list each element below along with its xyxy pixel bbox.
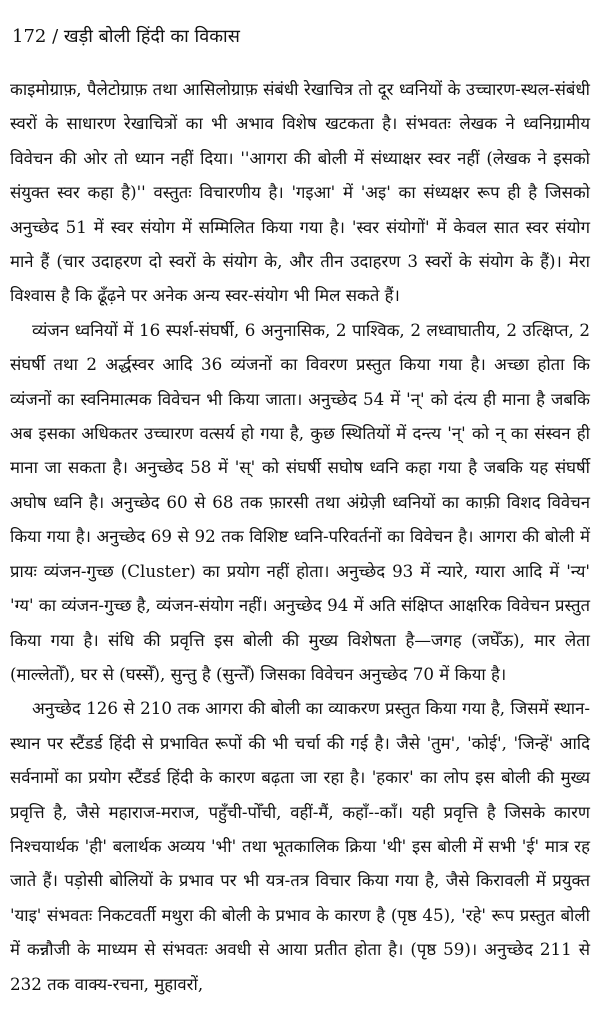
page-number: 172 <box>12 26 47 47</box>
header-separator: / <box>52 26 59 47</box>
paragraph: व्यंजन ध्वनियों में 16 स्पर्श-संघर्षी, 6 अनुनासिक, 2 पाश्विक, 2 लध्वाघातीय, 2 उत्क्षिप्त, 2 संघर्षी तथा 2 अर्द्धस्वर आदि 36 व्यंजनों का विवरण प्रस्तुत किया गया है। अच्छा होता कि व्यंजनों का स्वनिमात्मक विवेचन भी किया जाता। अनुच्छेद 54 में 'न्' को दंत्य ही माना है जबकि अब इसका अधिकतर उच्चारण वत्सर्य हो गया है, कुछ स्थितियों में दन्त्य 'न्' को न् का संस्वन ही माना जा सकता है। अनुच्छेद 58 में 'स्' को संघर्षी सघोष ध्वनि कहा गया है जबकि यह संघर्षी अघोष ध्वनि है। अनुच्छेद 60 से 68 तक फ़ारसी तथा अंग्रेज़ी ध्वनियों का काफ़ी विशद विवेचन किया गया है। अनुच्छेद 69 से 92 तक विशिष्ट ध्वनि-परिवर्तनों का विवेचन है। आगरा की बोली में प्रायः व्यंजन-गुच्छ (Cluster) का प्रयोग नहीं होता। अनुच्छेद 93 में न्यारे, ग्यारा आदि में 'न्य' 'ग्य' का व्यंजन-गुच्छ है, व्यंजन-संयोग नहीं। अनुच्छेद 94 में अति संक्षिप्त आक्षरिक विवेचन प्रस्तुत किया गया है। संधि की प्रवृत्ति इस बोली की मुख्य विशेषता है—जगह (जघेँऊ), मार लेता (माल्लेतोँ), घर से (घस्सेँ), सुन्तु है (सुन्तेँ) जिसका विवेचन अनुच्छेद 70 में किया है। <box>10 319 590 684</box>
paragraph: काइमोग्राफ़, पैलेटोग्राफ़ तथा आसिलोग्राफ़ संबंधी रेखाचित्र तो दूर ध्वनियों के उच्चारण-स्थल-संबंधी स्वरों के साधारण रेखाचित्रों का भी अभाव विशेष खटकता है। संभवतः लेखक ने ध्वनिग्रामीय विवेचन की ओर तो ध्यान नहीं दिया। ''आगरा की बोली में संध्याक्षर स्वर नहीं (लेखक ने इसको संयुक्त स्वर कहा है)'' वस्तुतः विचारणीय है। 'गइआ' में 'अइ' का संध्यक्षर रूप ही है जिसको अनुच्छेद 51 में स्वर संयोग में सम्मिलित किया गया है। 'स्वर संयोगों' में केवल सात स्वर संयोग माने हैं (चार उदाहरण दो स्वरों के संयोग के, और तीन उदाहरण 3 स्वरों के संयोग के हैं)। मेरा विश्वास है कि ढूँढ़ने पर अनेक अन्य स्वर-संयोग भी मिल सकते हैं। <box>10 79 590 306</box>
page-body <box>10 72 590 1001</box>
paragraph: अनुच्छेद 126 से 210 तक आगरा की बोली का व्याकरण प्रस्तुत किया गया है, जिसमें स्थान-स्थान पर स्टैंडर्ड हिंदी से प्रभावित रूपों की भी चर्चा की गई है। जैसे 'तुम', 'कोई', 'जिन्हें' आदि सर्वनामों का प्रयोग स्टैंडर्ड हिंदी के कारण बढ़ता जा रहा है। 'हकार' का लोप इस बोली की मुख्य प्रवृत्ति है, जैसे महाराज-मराज, पहुँची-पोँची, वहीं-मैं, कहाँ--काँ। यही प्रवृत्ति है जिसके कारण निश्चयार्थक 'ही' बलार्थक अव्यय 'भी' तथा भूतकालिक क्रिया 'थी' इस बोली में सभी 'ई' मात्र रह जाते हैं। पड़ोसी बोलियों के प्रभाव पर भी यत्र-तत्र विचार किया गया है, जैसे किरावली में प्रयुक्त 'याइ' संभवतः निकटवर्ती मथुरा की बोली के प्रभाव के कारण है (पृष्ठ 45), 'रहे' रूप प्रस्तुत बोली में कन्नौजी के माध्यम से संभवतः अवधी से आया प्रतीत होता है। (पृष्ठ 59)। अनुच्छेद 211 से 232 तक वाक्य-रचना, मुहावरों, <box>10 698 590 994</box>
running-header <box>12 26 240 48</box>
running-title: खड़ी बोली हिंदी का विकास <box>63 26 240 47</box>
